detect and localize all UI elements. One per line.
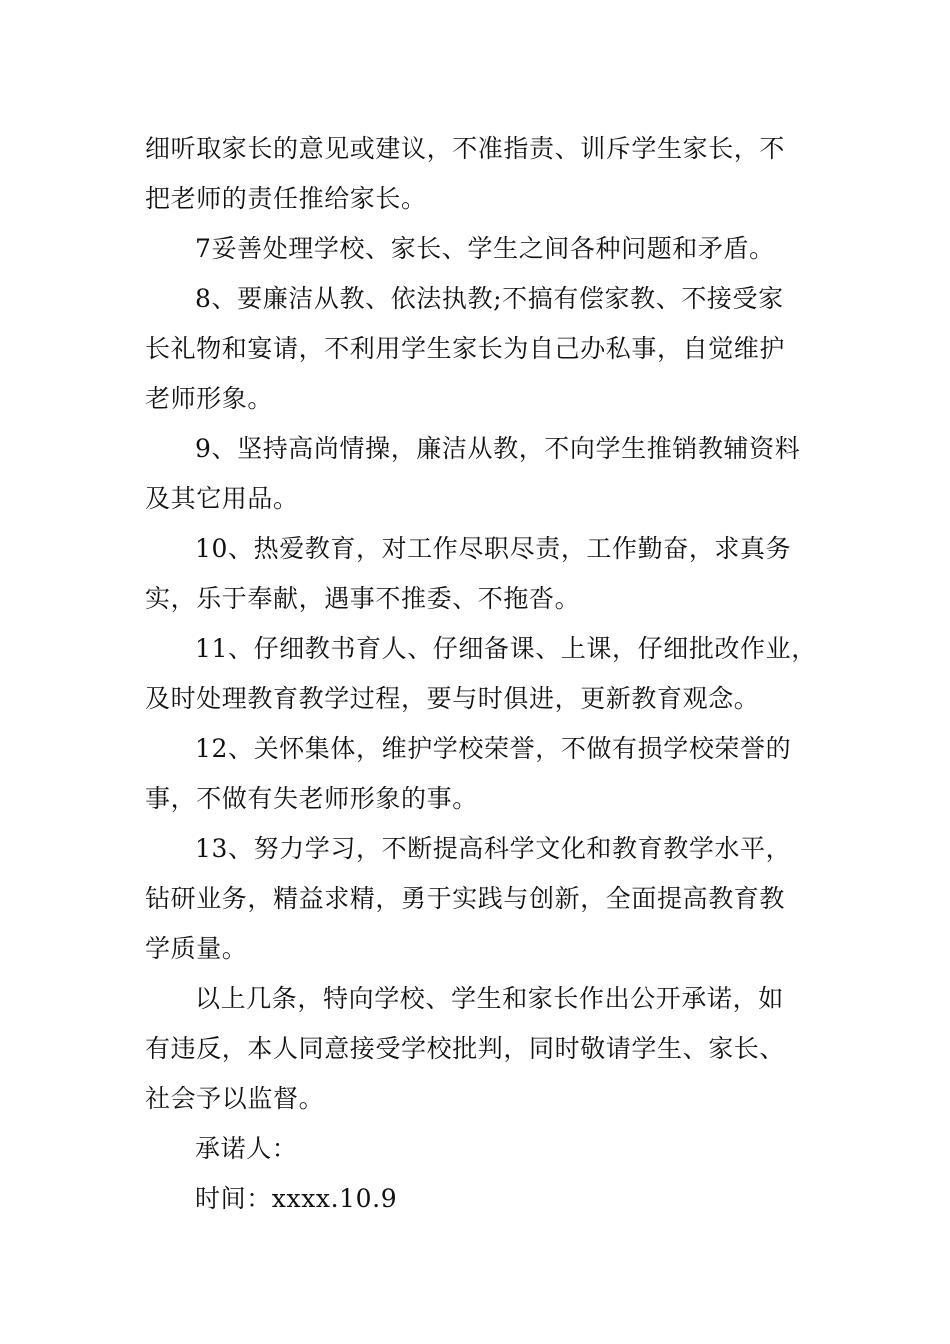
- text-line: 社会予以监督。: [145, 1084, 325, 1113]
- document-page: [145, 124, 817, 1224]
- paragraph-item-9: [145, 424, 810, 524]
- paragraph-signatory: [145, 1124, 810, 1174]
- text-line: 及其它用品。: [145, 484, 299, 513]
- paragraph-item-7: [145, 224, 810, 274]
- text-line: 事，不做有失老师形象的事。: [145, 784, 478, 813]
- text-line: 长礼物和宴请，不利用学生家长为自己办私事，自觉维护: [145, 334, 786, 363]
- text-line: 有违反，本人同意接受学校批判，同时敬请学生、家长、: [145, 1034, 786, 1063]
- paragraph-continuation: [145, 124, 810, 224]
- signatory-label: 承诺人：: [195, 1134, 298, 1163]
- text-line: 11、仔细教书育人、仔细备课、上课，仔细批改作业，: [195, 634, 817, 663]
- text-line: 及时处理教育教学过程，要与时俱进，更新教育观念。: [145, 684, 760, 713]
- date-line: 时间：xxxx.10.9: [195, 1184, 398, 1213]
- text-line: 12、关怀集体，维护学校荣誉，不做有损学校荣誉的: [195, 734, 792, 763]
- text-line: 老师形象。: [145, 384, 274, 413]
- paragraph-item-13: [145, 824, 810, 974]
- text-line: 学质量。: [145, 934, 248, 963]
- paragraph-date: [145, 1174, 810, 1224]
- text-line: 9、坚持高尚情操，廉洁从教，不向学生推销教辅资料: [195, 434, 801, 463]
- paragraph-closing: [145, 974, 810, 1124]
- text-line: 钻研业务，精益求精，勇于实践与创新，全面提高教育教: [145, 884, 786, 913]
- paragraph-item-8: [145, 274, 810, 424]
- paragraph-item-12: [145, 724, 810, 824]
- text-line: 实，乐于奉献，遇事不推委、不拖沓。: [145, 584, 581, 613]
- paragraph-item-11: [145, 624, 817, 724]
- text-line: 8、要廉洁从教、依法执教;不搞有偿家教、不接受家: [195, 284, 784, 313]
- text-line: 7妥善处理学校、家长、学生之间各种问题和矛盾。: [195, 234, 775, 263]
- text-line: 细听取家长的意见或建议，不准指责、训斥学生家长，不: [145, 134, 786, 163]
- text-line: 以上几条，特向学校、学生和家长作出公开承诺，如: [195, 984, 784, 1013]
- text-line: 把老师的责任推给家长。: [145, 184, 427, 213]
- text-line: 10、热爱教育，对工作尽职尽责，工作勤奋，求真务: [195, 534, 792, 563]
- text-line: 13、努力学习，不断提高科学文化和教育教学水平，: [195, 834, 792, 863]
- paragraph-item-10: [145, 524, 810, 624]
